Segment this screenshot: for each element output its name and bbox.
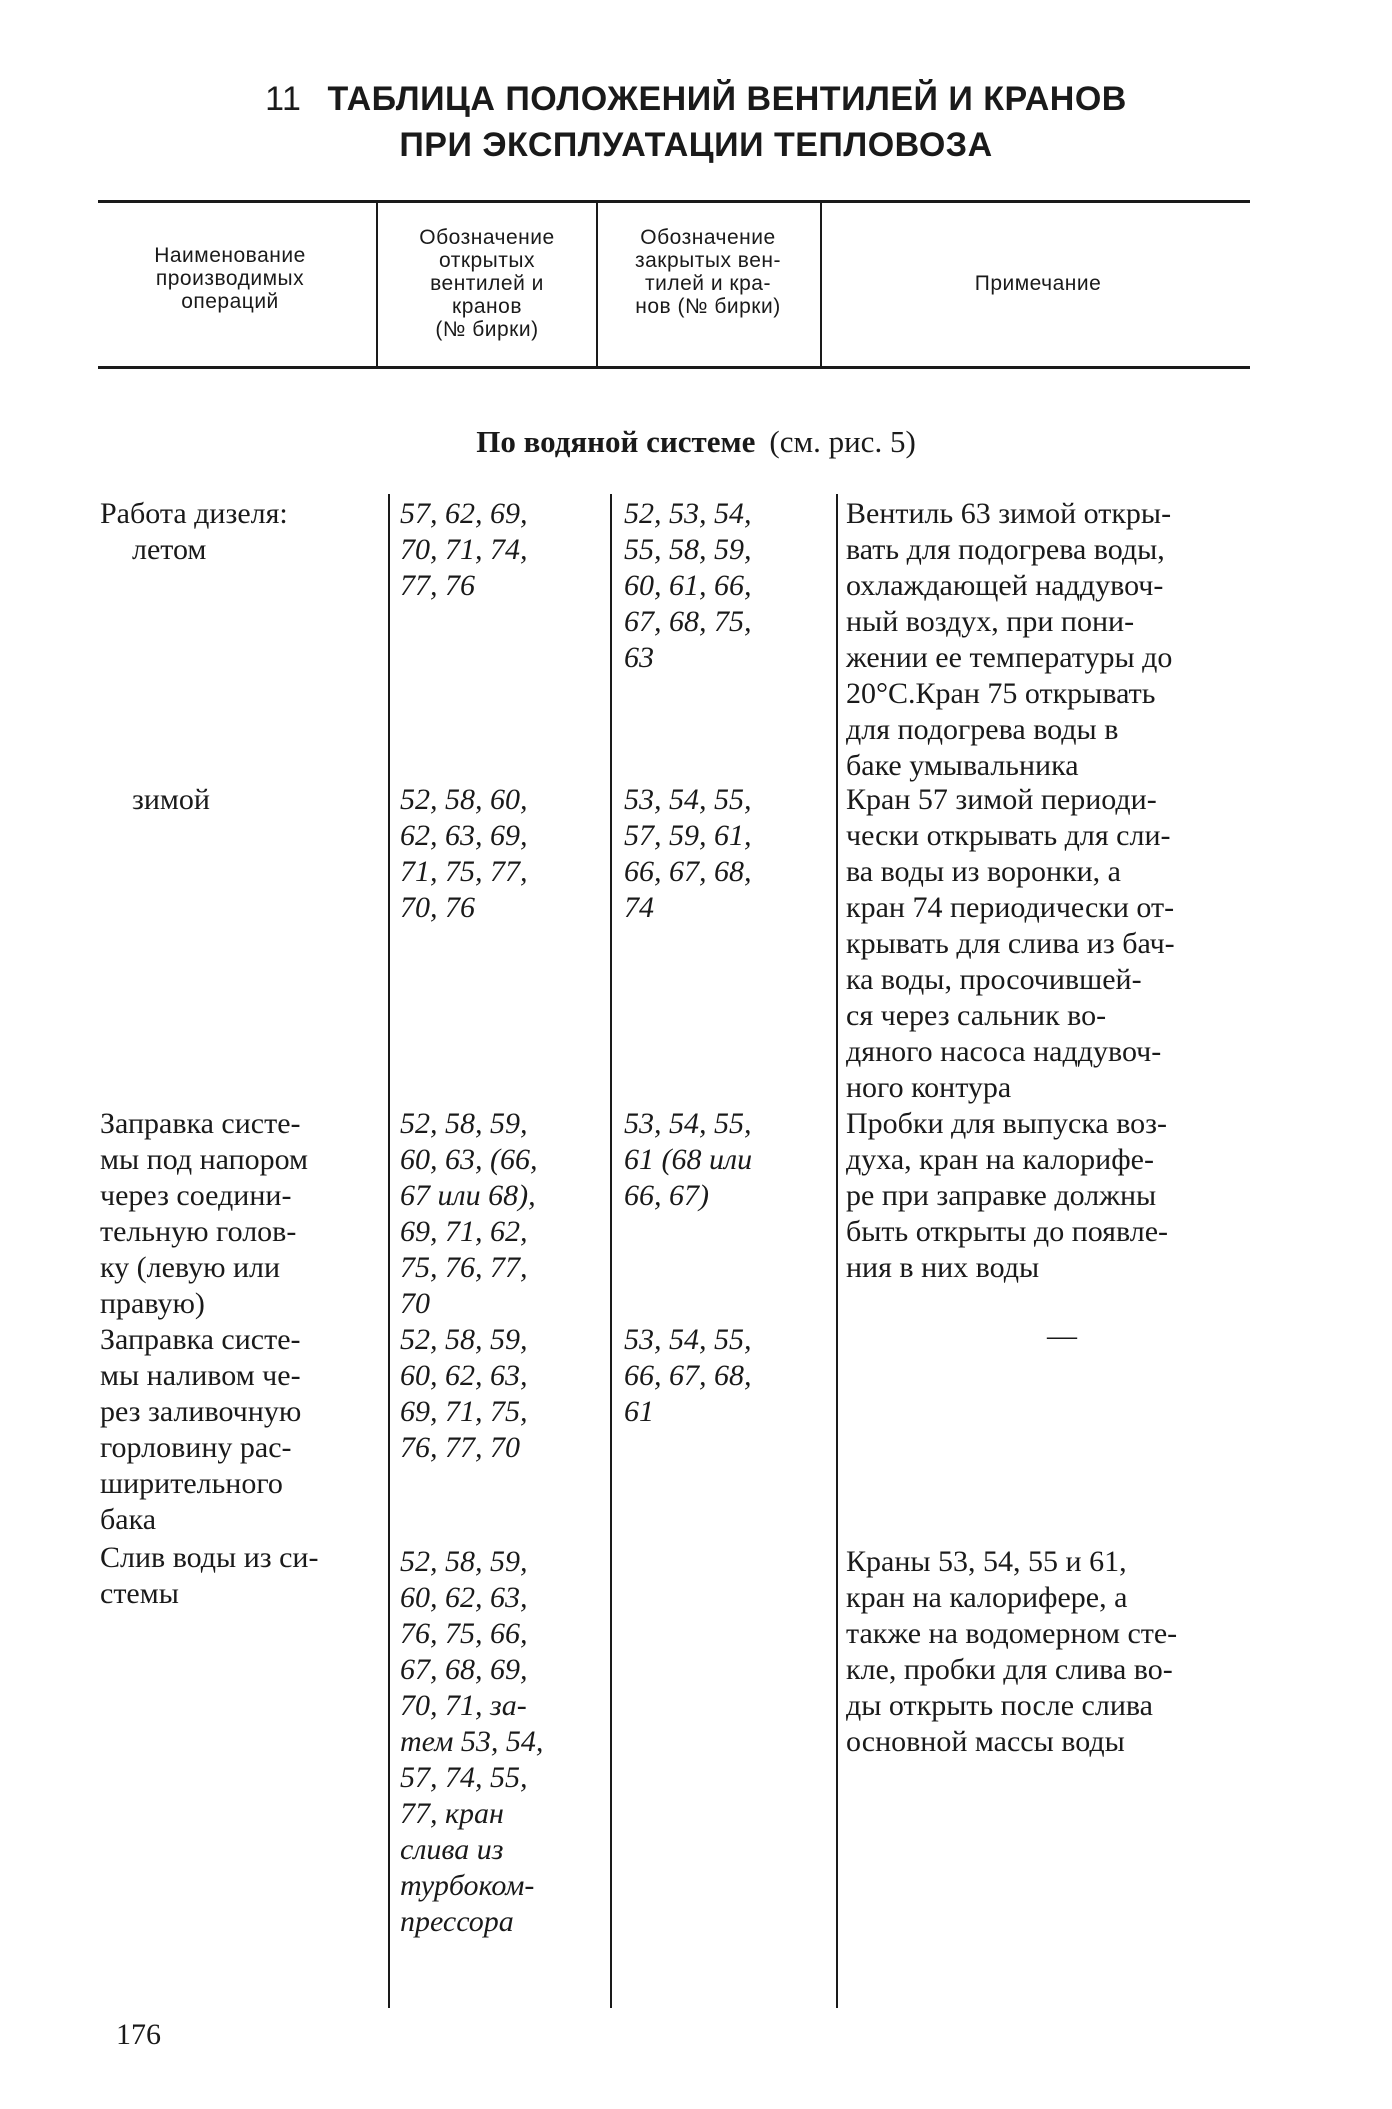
open-line: 76, 77, 70 [400, 1431, 520, 1464]
operation-line: мы под напором [100, 1143, 309, 1176]
header-text: операций [181, 290, 279, 313]
note-line: ния в них воды [846, 1251, 1040, 1284]
row-2-open [400, 782, 590, 926]
note-line: ного контура [846, 1071, 1012, 1104]
row-5-open [400, 1544, 590, 1940]
row-1-subcase [132, 532, 370, 568]
header-text: кранов [452, 295, 522, 318]
page-number: 176 [116, 2018, 161, 2051]
header-text: производимых [155, 267, 305, 290]
note-line: кран 74 периодически от- [846, 891, 1175, 924]
operation-line: ширительного [100, 1467, 283, 1500]
operation-line: мы наливом че- [100, 1359, 301, 1392]
header-bottom-rule [98, 366, 1250, 369]
open-line: 70, 76 [400, 891, 475, 924]
open-line: 70 [400, 1287, 430, 1320]
row-3-operation [100, 1106, 370, 1322]
note-line: духа, кран на калорифе- [846, 1143, 1154, 1176]
closed-line: 67, 68, 75, [624, 605, 752, 638]
note-line: жении ее температуры до [846, 641, 1173, 674]
note-line: основной массы воды [846, 1725, 1125, 1758]
table-number: 11 [265, 80, 302, 118]
note-line: дяного насоса наддувоч- [846, 1035, 1162, 1068]
table-title [0, 76, 1392, 168]
section-heading [0, 424, 1392, 460]
open-line: 52, 58, 59, [400, 1545, 528, 1578]
operation-line: стемы [100, 1577, 179, 1610]
title-line-2: ПРИ ЭКСПЛУАТАЦИИ ТЕПЛОВОЗА [399, 126, 993, 164]
note-line: Краны 53, 54, 55 и 61, [846, 1545, 1127, 1578]
open-line: 62, 63, 69, [400, 819, 528, 852]
open-line: 57, 62, 69, [400, 497, 528, 530]
row-1-note [846, 496, 1278, 784]
row-3-open [400, 1106, 590, 1322]
closed-line: 66, 67) [624, 1179, 709, 1212]
row-4-closed [624, 1322, 818, 1430]
operation-line: бака [100, 1503, 157, 1536]
body-divider-2 [610, 494, 612, 2008]
closed-line: 52, 53, 54, [624, 497, 752, 530]
header-divider-2 [596, 203, 598, 366]
note-line: 20°С.Кран 75 открывать [846, 677, 1156, 710]
note-line: вать для подогрева воды, [846, 533, 1165, 566]
open-line: 60, 62, 63, [400, 1359, 528, 1392]
header-divider-3 [820, 203, 822, 366]
closed-line: 63 [624, 641, 654, 674]
open-line: прессора [400, 1905, 514, 1938]
header-text: (№ бирки) [435, 318, 539, 341]
closed-line: 57, 59, 61, [624, 819, 752, 852]
row-3-note [846, 1106, 1278, 1286]
note-line: — [1047, 1319, 1077, 1352]
row-1-open [400, 496, 590, 604]
operation-line: горловину рас- [100, 1431, 292, 1464]
open-line: 60, 62, 63, [400, 1581, 528, 1614]
closed-line: 53, 54, 55, [624, 783, 752, 816]
header-open-valves [384, 226, 590, 341]
closed-line: 53, 54, 55, [624, 1107, 752, 1140]
open-line: 77, 76 [400, 569, 475, 602]
section-ref: (см. рис. 5) [769, 424, 916, 459]
closed-line: 74 [624, 891, 654, 924]
note-line: ка воды, просочившей- [846, 963, 1142, 996]
subcase-label: зимой [132, 783, 210, 816]
open-line: 52, 58, 59, [400, 1107, 528, 1140]
operation-line: Работа дизеля: [100, 497, 288, 530]
row-2-note [846, 782, 1278, 1106]
closed-line: 61 [624, 1395, 654, 1428]
header-text: Наименование [154, 244, 306, 267]
title-line-1: 11 ТАБЛИЦА ПОЛОЖЕНИЙ ВЕНТИЛЕЙ И КРАНОВ [265, 80, 1127, 118]
header-text: Примечание [974, 272, 1102, 295]
row-4-operation [100, 1322, 370, 1538]
operation-line: Заправка систе- [100, 1107, 301, 1140]
open-line: тем 53, 54, [400, 1725, 544, 1758]
header-closed-valves [602, 226, 814, 318]
note-line: чески открывать для сли- [846, 819, 1171, 852]
row-3-closed [624, 1106, 818, 1214]
open-line: 70, 71, за- [400, 1689, 527, 1722]
operation-line: тельную голов- [100, 1215, 297, 1248]
operation-line: через соедини- [100, 1179, 292, 1212]
note-line: ный воздух, при пони- [846, 605, 1135, 638]
row-4-open [400, 1322, 590, 1466]
header-text: нов (№ бирки) [635, 295, 781, 318]
note-line: охлаждающей наддувоч- [846, 569, 1164, 602]
closed-line: 66, 67, 68, [624, 855, 752, 888]
closed-line: 61 (68 или [624, 1143, 753, 1176]
open-line: 57, 74, 55, [400, 1761, 528, 1794]
section-title: По водяной системе [476, 424, 756, 459]
open-line: 69, 71, 75, [400, 1395, 528, 1428]
operation-line: правую) [100, 1287, 205, 1320]
row-1-closed [624, 496, 818, 676]
note-line: кле, пробки для слива во- [846, 1653, 1173, 1686]
operation-line: ку (левую или [100, 1251, 281, 1284]
open-line: 60, 63, (66, [400, 1143, 538, 1176]
operation-line: рез заливочную [100, 1395, 302, 1428]
operation-line: Слив воды из си- [100, 1541, 319, 1574]
row-2-closed [624, 782, 818, 926]
note-line: Кран 57 зимой периоди- [846, 783, 1157, 816]
header-text: Обозначение [419, 226, 555, 249]
row-4-note [846, 1318, 1278, 1354]
open-line: 70, 71, 74, [400, 533, 528, 566]
open-line: 76, 75, 66, [400, 1617, 528, 1650]
note-line: ды открыть после слива [846, 1689, 1153, 1722]
open-line: 67 или 68), [400, 1179, 536, 1212]
open-line: 52, 58, 59, [400, 1323, 528, 1356]
open-line: 69, 71, 62, [400, 1215, 528, 1248]
note-line: Пробки для выпуска воз- [846, 1107, 1168, 1140]
operation-line: Заправка систе- [100, 1323, 301, 1356]
header-text: закрытых вен- [634, 249, 781, 272]
row-5-note [846, 1544, 1278, 1760]
header-text: тилей и кра- [645, 272, 771, 295]
row-5-operation [100, 1540, 370, 1612]
note-line: ре при заправке должны [846, 1179, 1157, 1212]
body-divider-3 [836, 494, 838, 2008]
open-line: турбоком- [400, 1869, 535, 1902]
note-line: ся через сальник во- [846, 999, 1107, 1032]
closed-line: 60, 61, 66, [624, 569, 752, 602]
note-line: баке умывальника [846, 749, 1079, 782]
row-2-subcase [132, 782, 370, 818]
note-line: ва воды из воронки, а [846, 855, 1121, 888]
open-line: слива из [400, 1833, 504, 1866]
header-text: открытых [438, 249, 535, 272]
note-line: быть открыты до появле- [846, 1215, 1169, 1248]
open-line: 71, 75, 77, [400, 855, 528, 888]
header-text: вентилей и [430, 272, 544, 295]
note-line: для подогрева воды в [846, 713, 1119, 746]
note-line: крывать для слива из бач- [846, 927, 1175, 960]
body-divider-1 [388, 494, 390, 2008]
header-divider-1 [376, 203, 378, 366]
subcase-label: летом [132, 533, 207, 566]
closed-line: 55, 58, 59, [624, 533, 752, 566]
row-1-operation [100, 496, 370, 532]
header-note [826, 272, 1250, 295]
note-line: кран на калорифере, а [846, 1581, 1128, 1614]
open-line: 52, 58, 60, [400, 783, 528, 816]
closed-line: 66, 67, 68, [624, 1359, 752, 1392]
closed-line: 53, 54, 55, [624, 1323, 752, 1356]
header-operation [110, 244, 350, 313]
open-line: 75, 76, 77, [400, 1251, 528, 1284]
note-line: Вентиль 63 зимой откры- [846, 497, 1172, 530]
open-line: 67, 68, 69, [400, 1653, 528, 1686]
note-line: также на водомерном сте- [846, 1617, 1178, 1650]
header-text: Обозначение [640, 226, 776, 249]
open-line: 77, кран [400, 1797, 504, 1830]
header-top-rule [98, 200, 1250, 203]
